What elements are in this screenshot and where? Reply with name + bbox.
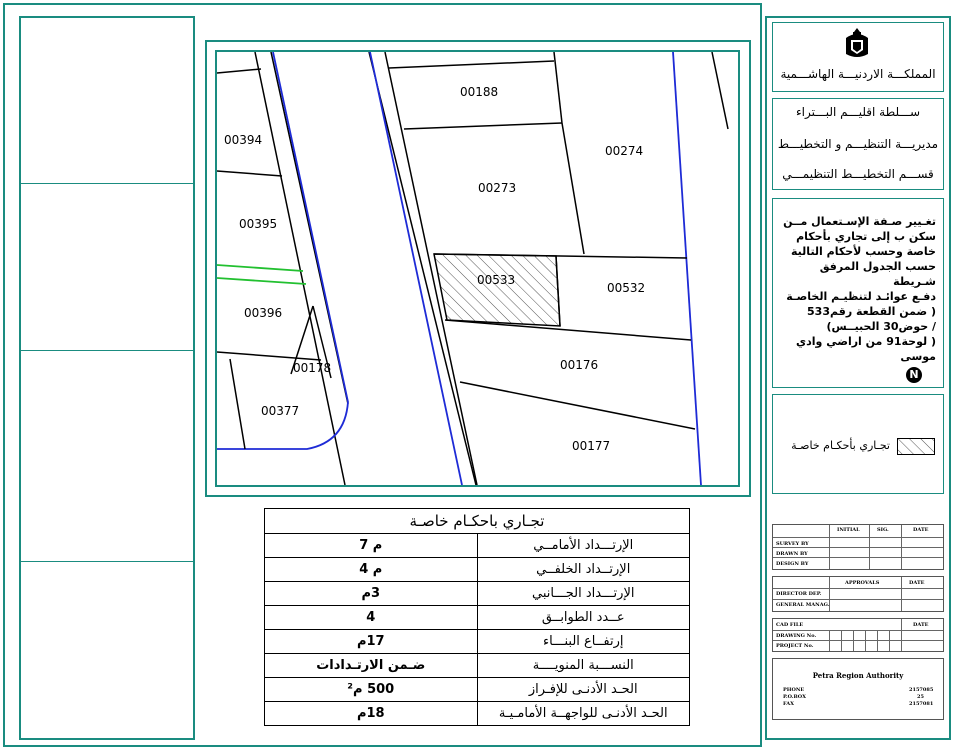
authority-name: ســـلطة اقليـــم البـــتراء <box>795 105 921 119</box>
pobox-label: P.O.BOX <box>783 694 806 700</box>
spec-label: عــدد الطوابــق <box>477 606 690 630</box>
approvals-date: DATE <box>909 580 925 586</box>
title-block-initial: INITIAL <box>837 527 860 533</box>
parcel-label-00274: 00274 <box>605 144 644 158</box>
project-no-label: PROJECT No. <box>776 643 814 649</box>
parcel-label-00273: 00273 <box>478 181 517 195</box>
description-line: تغـيير صـفة الإسـتعمال مــن <box>783 215 936 228</box>
department-name: قســـم التخطيـــط التنظيمـــي <box>782 167 934 181</box>
spec-value: 3م <box>265 582 478 606</box>
coat-of-arms-icon <box>842 26 872 60</box>
parcel-label-00533: 00533 <box>477 273 516 287</box>
parcel-label-00377: 00377 <box>261 404 300 418</box>
title-block-date: DATE <box>913 527 929 533</box>
green-line-1 <box>217 265 303 271</box>
description-line: ( ضمن القطعة رقم533 <box>807 305 936 318</box>
parcel-label-00188: 00188 <box>460 85 499 99</box>
parcel-label-00394: 00394 <box>224 133 263 147</box>
directorate-name: مديريـــة التنظيـــم و التخطيـــط <box>777 137 939 151</box>
zoning-boundary-east <box>673 52 701 485</box>
spec-table-title: تجـاري باحكـام خاصـة <box>264 508 690 533</box>
description-line: خاصة وحسب لأحكام التالية <box>791 245 936 258</box>
spec-table <box>264 533 690 726</box>
cadastral-map <box>217 52 738 485</box>
left-strip-divider-3 <box>20 561 194 562</box>
general-manag-label: GENERAL MANAG. <box>776 602 830 608</box>
fax-value: 2157081 <box>909 701 934 707</box>
spec-label: النســـبة المنويــــة <box>477 654 690 678</box>
spec-label: الإرتـــداد الأمامــي <box>477 534 690 558</box>
description-line: سكن ب إلى تجاري بأحكام <box>796 230 936 243</box>
drawn-by-label: DRAWN BY <box>776 551 808 557</box>
north-arrow-icon: N <box>906 367 922 383</box>
parcel-label-00532: 00532 <box>607 281 646 295</box>
spec-row <box>265 606 690 630</box>
cad-block <box>772 618 944 652</box>
parcel-label-00395: 00395 <box>239 217 278 231</box>
spec-value: 18م <box>265 702 478 726</box>
title-block-sig: SIG. <box>877 527 889 533</box>
left-strip-frame <box>19 16 195 740</box>
approvals-label: APPROVALS <box>845 580 880 586</box>
spec-row <box>265 702 690 726</box>
director-dep-label: DIRECTOR DEP. <box>776 591 822 597</box>
spec-row <box>265 534 690 558</box>
org-block <box>772 658 944 720</box>
description-line: حسب الجدول المرفق شـريطة <box>819 260 936 288</box>
fax-label: FAX <box>783 701 795 707</box>
description-text <box>778 214 936 364</box>
title-block <box>772 524 944 570</box>
legend-hatch-swatch <box>897 438 935 455</box>
description-line: ( لوحة91 من اراضي وادي <box>796 335 936 348</box>
spec-label: الإرتـــداد الجـــانبي <box>477 582 690 606</box>
spec-table-container <box>264 508 690 726</box>
spec-label: الإرتــداد الخلفــي <box>477 558 690 582</box>
phone-label: PHONE <box>783 687 805 693</box>
parcel-label-00177: 00177 <box>572 439 611 453</box>
spec-value: 4 <box>265 606 478 630</box>
parcel-label-00178: 00178 <box>293 361 332 375</box>
parcel-label-00396: 00396 <box>244 306 283 320</box>
cad-file-label: CAD FILE <box>776 622 804 628</box>
spec-value: 500 م² <box>265 678 478 702</box>
green-line-2 <box>217 278 306 284</box>
spec-row <box>265 654 690 678</box>
cad-date-label: DATE <box>913 622 929 628</box>
spec-label: الحـد الأدنـى للإفـراز <box>477 678 690 702</box>
spec-value: م 4 <box>265 558 478 582</box>
spec-row <box>265 630 690 654</box>
phone-value: 2157085 <box>909 687 934 693</box>
org-name: Petra Region Authority <box>812 671 904 680</box>
spec-value: م 7 <box>265 534 478 558</box>
legend-label: تجـاري بأحكـام خاصـة <box>791 439 890 452</box>
spec-row <box>265 678 690 702</box>
design-by-label: DESIGN BY <box>776 561 809 567</box>
spec-label: الحـد الأدنـى للواجهــة الأمامـيـة <box>477 702 690 726</box>
approvals-block <box>772 576 944 612</box>
spec-row <box>265 582 690 606</box>
left-strip-divider-2 <box>20 350 194 351</box>
pobox-value: 25 <box>917 694 924 700</box>
spec-value: 17م <box>265 630 478 654</box>
left-strip-divider-1 <box>20 183 194 184</box>
description-line: موسى <box>900 350 936 363</box>
spec-label: إرتفــاع البنـــاء <box>477 630 690 654</box>
spec-value: ضـمن الارتـدادات <box>265 654 478 678</box>
survey-by-label: SURVEY BY <box>776 541 809 547</box>
drawing-no-label: DRAWING No. <box>776 633 817 639</box>
description-line: / حوض30 الحبيــس) <box>826 320 936 333</box>
zoning-boundary-west <box>217 52 348 449</box>
parcel-00533-hatched <box>434 254 560 326</box>
kingdom-title: المملكـــة الاردنيـــة الهاشـــمية <box>780 67 936 81</box>
spec-row <box>265 558 690 582</box>
parcel-label-00176: 00176 <box>560 358 599 372</box>
description-line: دفـع عوائـد لتنظيـم الخاصـة <box>786 290 936 303</box>
